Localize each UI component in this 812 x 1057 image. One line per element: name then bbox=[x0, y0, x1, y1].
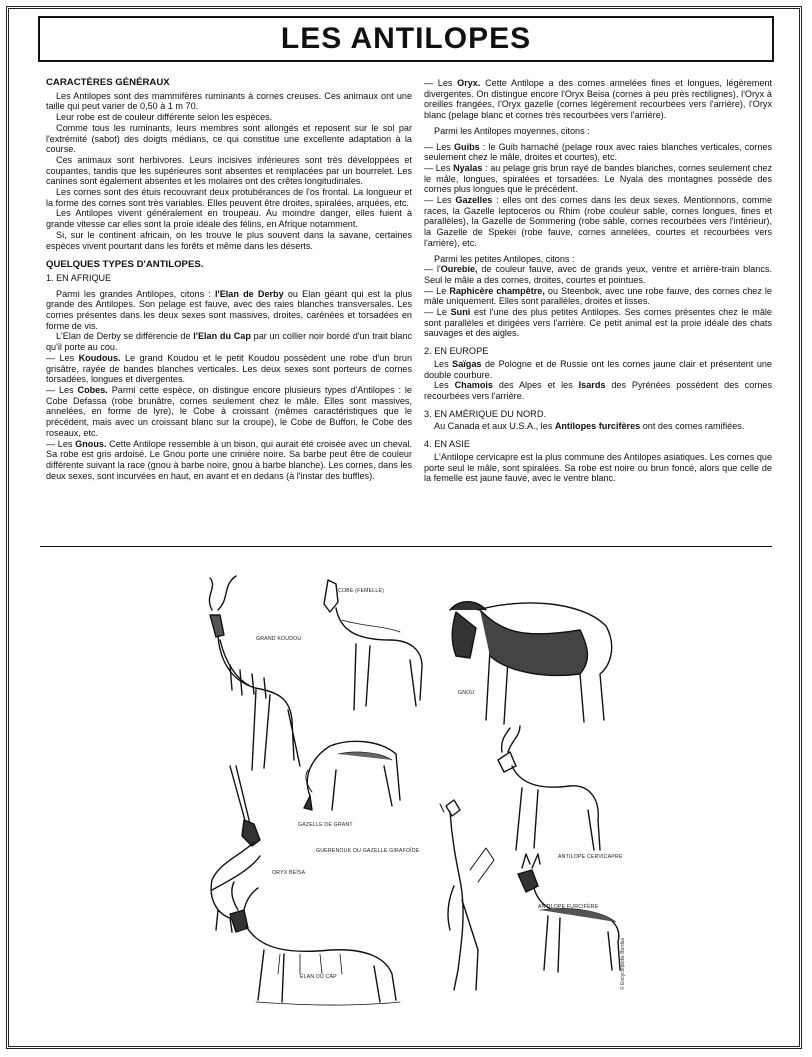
paragraph: Comme tous les ruminants, leurs membres sont allongés et reposent sur le sol par l'extrémité (sabot) des doigts médians, ce qui constitue une excellente adaptation à la course. bbox=[46, 122, 412, 155]
paragraph: — Les Koudous. Le grand Koudou et le petit Koudou possèdent une robe d'un brun grisâtre, rayée de bandes blanches verticales. Les deux sexes sont porteurs de cornes torsadées, longues et divergentes. bbox=[46, 352, 412, 385]
paragraph: — Le Suni est l'une des plus petites Antilopes. Ses cornes présentes chez le mâle sont parallèles et dirigées vers l'arrière. Ce petit animal est la proie idéale des chats sauvages et des aigles. bbox=[424, 307, 772, 339]
subheading-asie: 4. EN ASIE bbox=[424, 439, 470, 450]
paragraph: Parmi les grandes Antilopes, citons : l'Elan de Derby ou Elan géant qui est la plus grande des Antilopes. Son pelage est fauve, avec des raies blanches transversales. Les cornes présentes dans les deux sexes sont massives, droites, carénées et torsadées en forme de vis. bbox=[46, 288, 412, 331]
gnou-drawing bbox=[450, 602, 612, 724]
paragraph: — Les Guibs : le Guib harnaché (pelage roux avec raies blanches verticales, cornes seulement chez le mâle, droites et courtes), etc. bbox=[424, 141, 772, 163]
paragraph: — l'Ourebie, de couleur fauve, avec de grands yeux, ventre et arrière-train blancs. Seul le mâle a des cornes, droites, courtes et pointues. bbox=[424, 264, 772, 285]
credit-text: © Encyclopédie Bordas bbox=[620, 937, 626, 990]
label-gazelle: GAZELLE DE GRANT bbox=[298, 822, 353, 828]
page-title: LES ANTILOPES bbox=[38, 16, 774, 62]
paragraph: L'Elan de Derby se différencie de l'Elan du Cap par un collier noir bordé d'un trait blanc qu'il porte au cou. bbox=[46, 331, 412, 353]
section-divider bbox=[40, 546, 772, 547]
gerenuk-drawing bbox=[440, 800, 494, 990]
paragraph: Ces animaux sont herbivores. Leurs incisives inférieures sont très développées et coupantes, tandis que les supérieures sont absentes et remplacées par un bourrelet. Les canines sont également absentes et les molaires ont des crêtes longitudinales. bbox=[46, 154, 412, 187]
paragraph: Les Antilopes sont des mammifères ruminants à cornes creuses. Ces animaux ont une taille qui peut varier de 0,50 à 1 m 70. bbox=[46, 90, 412, 112]
paragraph: — Les Nyalas : au pelage gris brun rayé de bandes blanches, cornes seulement chez le mâle, longues, spiralées et torsadées. Le Nyala des montagnes possède des cornes plus longues que le précédent. bbox=[424, 162, 772, 195]
heading-caracteres: CARACTÈRES GÉNÉRAUX bbox=[46, 77, 170, 88]
oryx-drawing bbox=[211, 766, 260, 932]
label-gerenuk: GUERENOUK OU GAZELLE GIRAFOÏDE bbox=[316, 848, 420, 854]
paragraph: Au Canada et aux U.S.A., les Antilopes furcifères ont des cornes ramifiées. bbox=[434, 421, 745, 432]
paragraph: Si, sur le continent africain, on les trouve le plus souvent dans la savane, certaines espèces vivent pourtant dans les forêts et même dans les déserts. bbox=[46, 229, 412, 251]
label-furcifere: ANTILOPE FURCIFÈRE bbox=[538, 904, 599, 910]
subheading-europe: 2. EN EUROPE bbox=[424, 346, 489, 357]
paragraph: L'Antilope cervicapre est la plus commune des Antilopes asiatiques. Les cornes que porte seul le mâle, sont spiralées. Sa robe est noire ou brun foncé, alors que celle de la femelle est jaune fauve, avec le ventre blanc. bbox=[424, 451, 772, 484]
left-column bbox=[46, 78, 412, 481]
elan-drawing bbox=[230, 882, 400, 1005]
paragraph: Les Chamois des Alpes et les Isards des Pyrénées possèdent des cornes recourbées vers l'arrière. bbox=[424, 380, 772, 401]
label-elan: ÉLAN DU CAP bbox=[300, 974, 337, 980]
paragraph: Leur robe est de couleur différente selon les espèces. bbox=[56, 112, 273, 123]
cobe-drawing bbox=[324, 580, 422, 710]
label-cervicapre: ANTILOPE CERVICAPRE bbox=[558, 854, 623, 860]
paragraph: — Le Raphicère champêtre, ou Steenbok, avec une robe fauve, des cornes chez le mâle uniquement. Elles sont parallèles, droites et lisses. bbox=[424, 285, 772, 307]
gazelle-drawing bbox=[304, 741, 400, 810]
paragraph: Parmi les Antilopes moyennes, citons : bbox=[434, 125, 590, 136]
subheading-amerique: 3. EN AMÉRIQUE DU NORD. bbox=[424, 408, 547, 419]
koudou-drawing bbox=[209, 576, 300, 770]
paragraph: — Les Gnous. Cette Antilope ressemble à un bison, qui aurait été croisée avec un cheval. Sa robe est gris ardoisé. Le Gnou porte une crinière noire. Sa barbe peut être de couleur différente suivant la race (gnou à barbe noire, gnou à barbe blanche). Les cornes, dans les deux sexes, sont incurvées en haut, en avant et en dedans (à l'instar des buffles). bbox=[46, 438, 412, 481]
heading-types: QUELQUES TYPES D'ANTILOPES. bbox=[46, 259, 204, 271]
paragraph: Les Saïgas de Pologne et de Russie ont les cornes jaune clair et présentent une double courbure. bbox=[424, 358, 772, 380]
paragraph: Les Antilopes vivent généralement en troupeau. Au moindre danger, elles fuient à grande vitesse car elles sont la proie idéale des félins, en Afrique notamment. bbox=[46, 208, 412, 230]
label-oryx: ORYX BEÏSA bbox=[272, 870, 306, 876]
cervicapre-drawing bbox=[498, 726, 600, 850]
paragraph: — Les Oryx. Cette Antilope a des cornes annelées fines et longues, légèrement divergentes. On distingue encore l'Oryx Beisa (cornes à peu près rectilignes), l'Oryx à oreilles frangées, l'Oryx gazelle (cornes légèrement recourbées vers l'arrière), l'Oryx blanc (pelage blanc et cornes très recourbées vers l'arrière). bbox=[424, 78, 772, 121]
furcifere-drawing bbox=[518, 854, 620, 972]
subheading-afrique: 1. EN AFRIQUE bbox=[46, 272, 112, 283]
paragraph: — Les Gazelles : elles ont des cornes dans les deux sexes. Mentionnons, comme races, la Gazelle leptoceros ou Rhim (robe couleur sable, cornes longues, fines et parallèles), la Gazelle de Sommering (robe sable, cornes recourbées vers l'intérieur), la Gazelle de Spekei (robe fauve, cornes annelées, courtes et recourbées vers l'arrière), etc. bbox=[424, 195, 773, 248]
illustration-area bbox=[160, 570, 640, 1040]
paragraph: Parmi les petites Antilopes, citons : bbox=[434, 253, 575, 264]
right-column bbox=[424, 78, 772, 484]
label-gnou: GNOU bbox=[458, 690, 475, 696]
label-koudou: GRAND KOUDOU bbox=[256, 636, 302, 642]
paragraph: — Les Cobes. Parmi cette espèce, on distingue encore plusieurs types d'Antilopes : le Cobe Defassa (robe brunâtre, cornes seulement chez le mâle. Elles sont massives, annelées, en forme de lyre), le Cobe à croissant (mêmes caractéristiques que le précédent, mais avec un croissant blanc sur la croupe), le Cobe de Buffon, le Cobe des roseaux, etc. bbox=[46, 384, 412, 438]
antelope-illustrations bbox=[160, 570, 640, 1040]
label-cobe: COBE (FEMELLE) bbox=[338, 588, 385, 594]
paragraph: Les cornes sont des étuis recouvrant deux protubérances de l'os frontal. La longueur et la forme des cornes sont très variables. Elles peuvent être droites, spiralées, arquées, etc. bbox=[46, 187, 412, 208]
